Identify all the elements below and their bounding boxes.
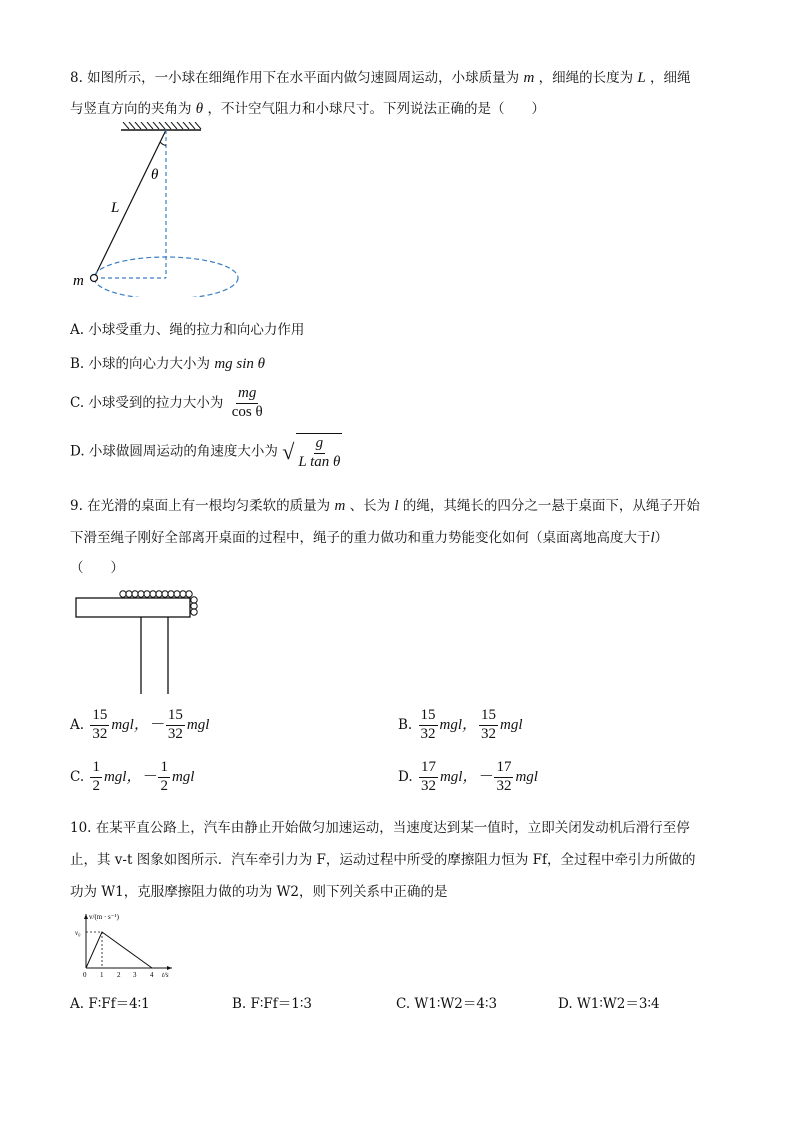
q9-var-l: l bbox=[650, 530, 655, 546]
q9-text: 、长为 bbox=[349, 498, 391, 514]
q8-option-c-fraction bbox=[230, 386, 265, 421]
fraction-denominator: 32 bbox=[420, 777, 436, 794]
formula-text: mgl bbox=[515, 768, 538, 785]
q9-stem-line2 bbox=[70, 526, 668, 547]
fraction-numerator: 15 bbox=[479, 708, 498, 726]
graph-v0-label: v₀ bbox=[75, 929, 81, 937]
formula-text: mgl bbox=[171, 768, 195, 785]
q8-stem-line2 bbox=[70, 97, 545, 118]
fraction-numerator: 15 bbox=[166, 708, 185, 726]
fraction-numerator: 17 bbox=[419, 760, 438, 778]
graph-tick-label: 1 bbox=[100, 971, 104, 979]
formula-text: mgl bbox=[500, 716, 523, 733]
fraction-numerator: 1 bbox=[90, 760, 102, 778]
q9-option-c[interactable] bbox=[70, 760, 194, 795]
q8-option-d-text: D. 小球做圆周运动的角速度大小为 bbox=[70, 443, 278, 460]
formula-text: mgl，－ bbox=[439, 768, 493, 785]
q8-text: 与竖直方向的夹角为 bbox=[70, 101, 192, 117]
fraction-numerator: 15 bbox=[419, 708, 438, 726]
option-label: A. bbox=[70, 716, 85, 733]
q9-var-l: l bbox=[394, 498, 399, 514]
q8-pendulum-figure bbox=[66, 122, 256, 297]
fraction-denominator: 2 bbox=[92, 777, 100, 794]
option-label: B. bbox=[398, 716, 413, 733]
q8-option-b-formula: mg sin θ bbox=[214, 356, 266, 372]
fraction-denominator: 32 bbox=[496, 777, 512, 794]
q8-text: ，细绳的长度为 bbox=[538, 70, 634, 86]
theta-label: θ bbox=[151, 167, 159, 183]
fraction-denominator: 32 bbox=[92, 725, 108, 742]
fraction-denominator: L tan θ bbox=[298, 453, 341, 470]
q9-option-d[interactable] bbox=[398, 760, 538, 795]
graph-x-axis-label: t/s bbox=[162, 971, 169, 979]
option-label: C. bbox=[70, 768, 85, 785]
fraction-denominator: 32 bbox=[167, 725, 183, 742]
formula-text: mgl bbox=[186, 716, 210, 733]
q9-stem-line1 bbox=[70, 494, 700, 515]
q8-var-m: m bbox=[523, 70, 535, 86]
option-label: D. bbox=[398, 768, 413, 785]
fraction bbox=[479, 708, 498, 743]
q8-option-a[interactable]: A. 小球受重力、绳的拉力和向心力作用 bbox=[70, 322, 305, 338]
q8-option-d-fraction bbox=[296, 433, 342, 471]
fraction bbox=[158, 760, 170, 795]
fraction bbox=[166, 708, 185, 743]
q8-option-c-text: C. 小球受到的拉力大小为 bbox=[70, 394, 224, 411]
q8-text: ，不计空气阻力和小球尺寸。下列说法正确的是（ ） bbox=[207, 101, 545, 117]
q8-option-b[interactable] bbox=[70, 352, 265, 373]
graph-tick-label: 2 bbox=[117, 971, 121, 979]
q8-option-b-text: B. 小球的向心力大小为 bbox=[70, 356, 211, 372]
q10-stem-line3: 功为 W1，克服摩擦阻力做的功为 W2，则下列关系中正确的是 bbox=[70, 884, 448, 900]
q8-option-d[interactable] bbox=[70, 433, 344, 471]
q8-text: 8. 如图所示，一小球在细绳作用下在水平面内做匀速圆周运动，小球质量为 bbox=[70, 70, 520, 86]
formula-text: mgl，－ bbox=[111, 716, 164, 733]
fraction-numerator: 15 bbox=[90, 708, 109, 726]
graph-tick-label: 3 bbox=[133, 971, 137, 979]
fraction bbox=[419, 760, 438, 795]
fraction bbox=[494, 760, 513, 795]
length-label: L bbox=[111, 200, 120, 216]
q8-var-theta: θ bbox=[195, 101, 204, 117]
fraction-numerator: 17 bbox=[494, 760, 513, 778]
graph-y-axis-label: v/(m · s⁻¹) bbox=[89, 913, 119, 921]
fraction bbox=[90, 760, 102, 795]
q8-text: ，细绳 bbox=[650, 70, 691, 86]
q10-vt-graph bbox=[72, 910, 182, 980]
q8-var-L: L bbox=[637, 70, 646, 86]
q10-stem-line2: 止，其 v-t 图象如图所示．汽车牵引力为 F，运动过程中所受的摩擦阻力恒为 Ff，全过程中牵引力所做的 bbox=[70, 852, 696, 868]
sqrt-icon: √ bbox=[282, 438, 295, 464]
q9-answer-bracket: （ ） bbox=[70, 560, 124, 576]
q9-text: 9. 在光滑的桌面上有一根均匀柔软的质量为 bbox=[70, 498, 331, 514]
formula-text: mgl，－ bbox=[103, 768, 157, 785]
q9-option-a[interactable] bbox=[70, 708, 209, 743]
q8-option-c[interactable] bbox=[70, 386, 267, 421]
q10-stem-line1: 10. 在某平直公路上，汽车由静止开始做匀加速运动，当速度达到某一值时，立即关闭发动机后滑行至停 bbox=[70, 820, 690, 836]
fraction-numerator: g bbox=[314, 436, 326, 454]
q10-option-b[interactable]: B. F∶Ff＝1∶3 bbox=[232, 996, 312, 1012]
graph-tick-label: 4 bbox=[150, 971, 154, 979]
fraction-denominator: cos θ bbox=[231, 403, 263, 420]
q10-option-d[interactable]: D. W1∶W2＝3∶4 bbox=[558, 996, 660, 1012]
fraction bbox=[419, 708, 438, 743]
graph-tick-label: 0 bbox=[83, 971, 87, 979]
fraction-numerator: 1 bbox=[158, 760, 170, 778]
q9-table-figure bbox=[74, 588, 204, 698]
q9-var-m: m bbox=[334, 498, 346, 514]
q9-text: 的绳，其绳长的四分之一悬于桌面下，从绳子开始 bbox=[402, 498, 700, 514]
fraction-denominator: 32 bbox=[481, 725, 497, 742]
q9-option-b[interactable] bbox=[398, 708, 523, 743]
formula-text: mgl， bbox=[439, 716, 478, 733]
q8-stem-line1 bbox=[70, 66, 691, 87]
q10-option-c[interactable]: C. W1∶W2＝4∶3 bbox=[396, 996, 498, 1012]
mass-label: m bbox=[73, 273, 84, 289]
fraction bbox=[90, 708, 109, 743]
fraction-numerator: mg bbox=[236, 386, 258, 404]
q9-text: 下滑至绳子刚好全部离开桌面的过程中，绳子的重力做功和重力势能变化如何（桌面离地高度大于 bbox=[70, 530, 651, 546]
fraction-denominator: 2 bbox=[160, 777, 168, 794]
fraction-denominator: 32 bbox=[420, 725, 436, 742]
q10-option-a[interactable]: A. F∶Ff＝4∶1 bbox=[70, 996, 150, 1012]
q9-text: ） bbox=[654, 530, 669, 546]
